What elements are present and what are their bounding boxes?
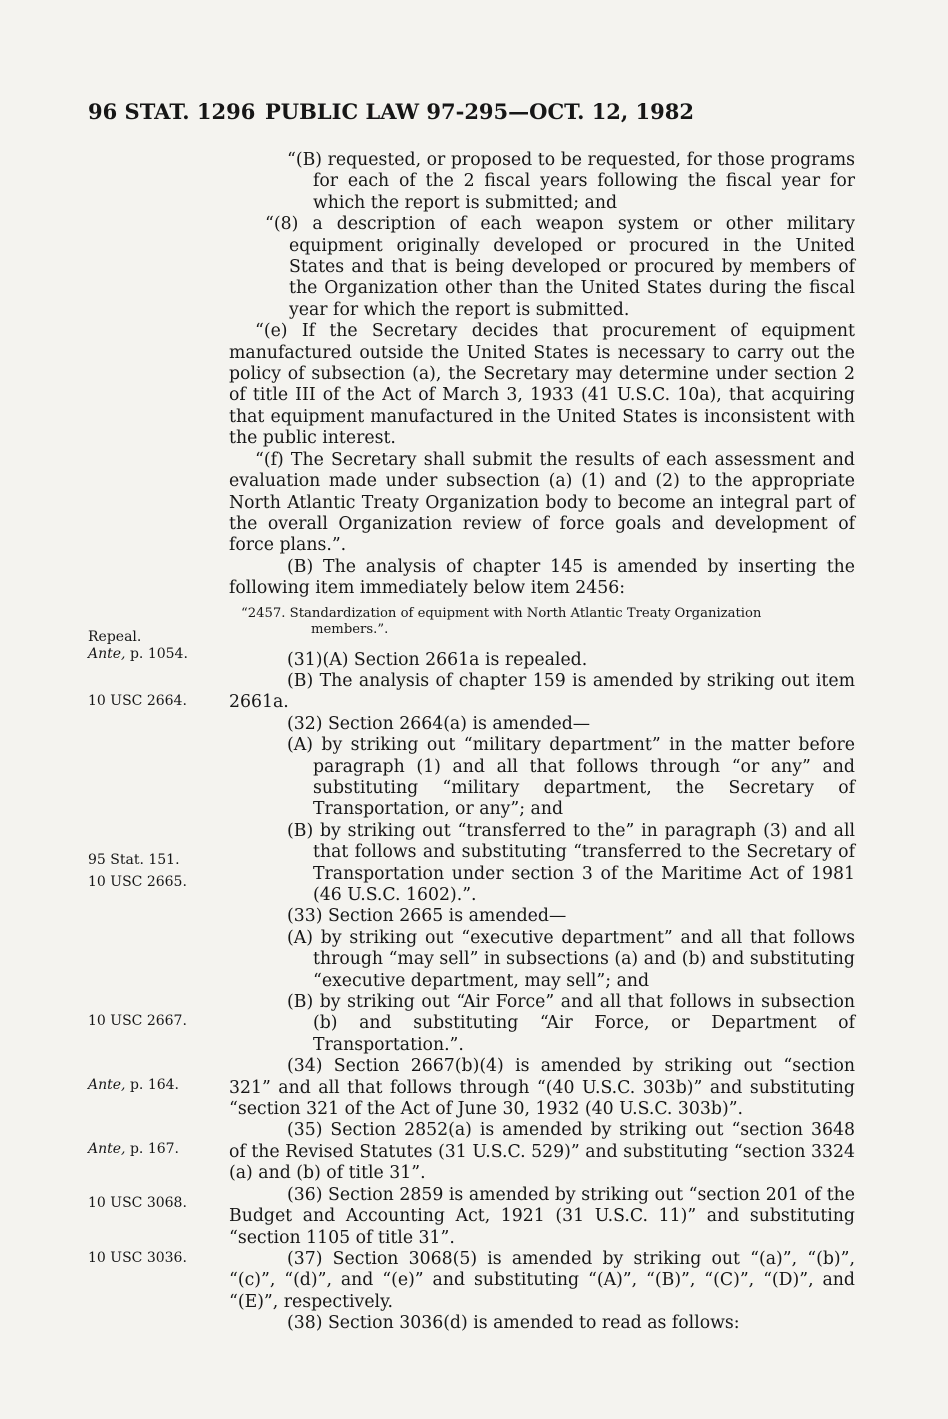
- margin-note-ante-164: [88, 1077, 179, 1094]
- ante-label: Ante,: [88, 646, 126, 662]
- statute-text: [229, 150, 855, 1335]
- section-33a: (A) by striking out “executive department” and all that follows through “may sell” in subsections (a) and (b) and substituting “executive department, may sell”; and: [287, 927, 855, 991]
- margin-note-10-usc-2667: 10 USC 2667.: [88, 1013, 187, 1029]
- running-header: PUBLIC LAW 97-295—OCT. 12, 1982: [265, 99, 694, 124]
- ante-page: p. 1054.: [129, 646, 188, 662]
- section-32b: (B) by striking out “transferred to the” in paragraph (3) and all that follows and substituting “transferred to the Secretary of Transportation under section 3 of the Maritime Act of 1981 (46 U.S.C. 1602).”.: [287, 820, 855, 905]
- ante-label: Ante,: [88, 1141, 126, 1157]
- analysis-item-line: “2457. Standardization of equipment with North Atlantic Treaty Organization: [241, 605, 762, 621]
- section-32: (32) Section 2664(a) is amended—: [287, 713, 591, 734]
- section-31a: (31)(A) Section 2661a is repealed.: [287, 649, 588, 670]
- statute-page-number: 96 STAT. 1296: [88, 99, 256, 124]
- ante-label: Ante,: [88, 1077, 126, 1093]
- analysis-chapter-145: (B) The analysis of chapter 145 is amended by inserting the following item immediately below item 2456:: [229, 556, 855, 599]
- margin-note-repeal: Repeal.: [88, 629, 142, 645]
- paragraph-8: “(8) a description of each weapon system or other military equipment originally developed or procured in the United States and that is being developed or procured by members of the Organization other than the United States during the fiscal year for which the report is submitted.: [265, 214, 855, 320]
- margin-note-10-usc-3068: 10 USC 3068.: [88, 1195, 187, 1211]
- section-32a: (A) by striking out “military department” in the matter before paragraph (1) and all that follows through “or any” and substituting “military department, the Secretary of Transportation, or any”; and: [287, 735, 855, 820]
- margin-note-10-usc-2664: 10 USC 2664.: [88, 693, 187, 709]
- analysis-item-2457: [229, 606, 855, 638]
- clause-b-requested: “(B) requested, or proposed to be requested, for those programs for each of the 2 fiscal years following the fiscal year for which the report is submitted; and: [287, 150, 855, 213]
- section-33: (33) Section 2665 is amended—: [287, 906, 567, 927]
- margin-note-95-stat-151: 95 Stat. 151.: [88, 852, 180, 868]
- section-35: (35) Section 2852(a) is amended by striking out “section 3648 of the Revised Statutes (31 U.S.C. 529)” and substituting “section 3324 (a) and (b) of title 31”.: [229, 1120, 855, 1184]
- subsection-f: “(f) The Secretary shall submit the results of each assessment and evaluation made under subsection (a) (1) and (2) to the appropriate North Atlantic Treaty Organization body to become an integral part of the overall Organization review of force goals and development of force plans.”.: [229, 449, 855, 556]
- ante-page: p. 167.: [129, 1141, 179, 1157]
- section-34: (34) Section 2667(b)(4) is amended by striking out “section 321” and all that follows through “(40 U.S.C. 303b)” and substituting “section 321 of the Act of June 30, 1932 (40 U.S.C. 303b)”.: [229, 1056, 855, 1120]
- margin-note-10-usc-2665: 10 USC 2665.: [88, 874, 187, 890]
- analysis-item-line: members.”.: [311, 621, 389, 637]
- margin-note-ante-1054: [88, 646, 188, 663]
- section-38: (38) Section 3036(d) is amended to read as follows:: [287, 1313, 740, 1334]
- section-37: (37) Section 3068(5) is amended by striking out “(a)”, “(b)”, “(c)”, “(d)”, and “(e)” and substituting “(A)”, “(B)”, “(C)”, “(D)”, and “(E)”, respectively.: [229, 1248, 855, 1312]
- section-33b: (B) by striking out “Air Force” and all that follows in subsection (b) and substituting “Air Force, or Department of Transportation.”.: [287, 992, 855, 1055]
- section-31b: (B) The analysis of chapter 159 is amended by striking out item 2661a.: [229, 670, 855, 713]
- section-36: (36) Section 2859 is amended by striking out “section 201 of the Budget and Accounting Act, 1921 (31 U.S.C. 11)” and substituting “section 1105 of title 31”.: [229, 1184, 855, 1248]
- margin-note-ante-167: [88, 1141, 179, 1158]
- ante-page: p. 164.: [129, 1077, 179, 1093]
- subsection-e: “(e) If the Secretary decides that procurement of equipment manufactured outside the United States is necessary to carry out the policy of subsection (a), the Secretary may determine under section 2 of title III of the Act of March 3, 1933 (41 U.S.C. 10a), that acquiring that equipment manufactured in the United States is inconsistent with the public interest.: [229, 321, 855, 449]
- margin-note-10-usc-3036: 10 USC 3036.: [88, 1250, 187, 1266]
